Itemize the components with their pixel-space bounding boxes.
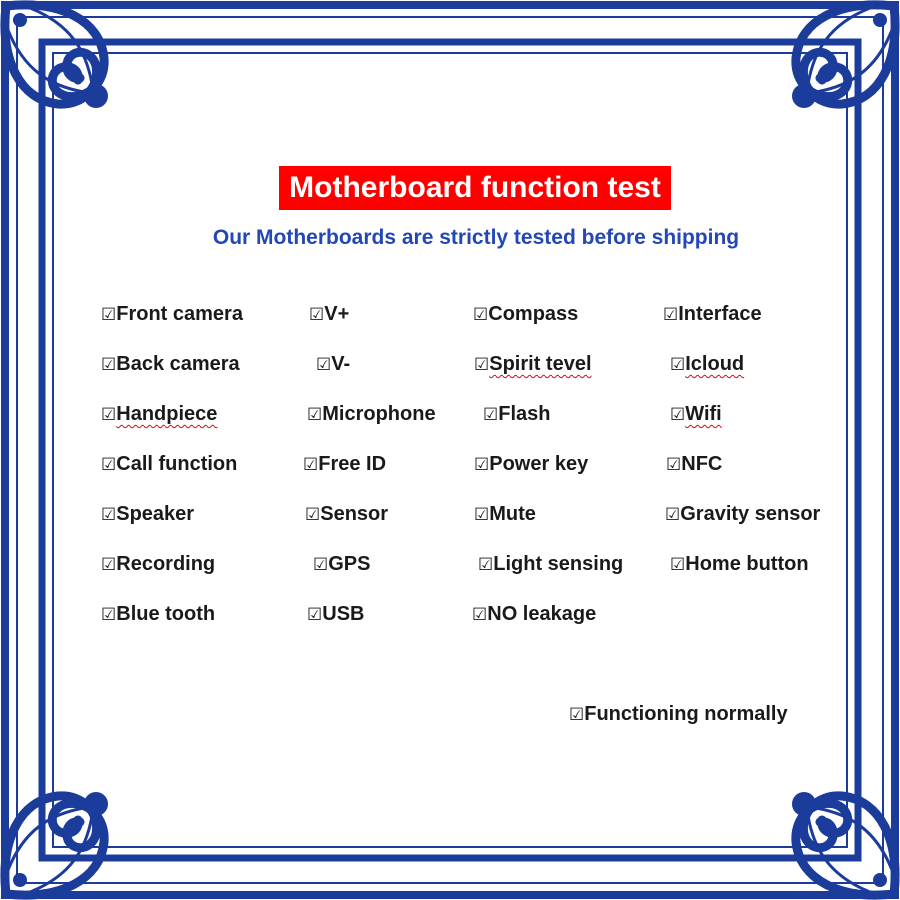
checked-checkbox-icon: ☑	[670, 405, 686, 425]
checked-checkbox-icon: ☑	[305, 505, 321, 525]
checklist-item-label: Wifi	[685, 403, 722, 425]
checklist-item-label: Flash	[498, 403, 551, 425]
checklist-item	[473, 302, 578, 327]
checked-checkbox-icon: ☑	[670, 555, 686, 575]
checked-checkbox-icon: ☑	[303, 455, 319, 475]
checklist-item	[472, 602, 596, 627]
checked-checkbox-icon: ☑	[473, 305, 489, 325]
checklist-item	[474, 452, 588, 477]
checklist-item	[101, 352, 240, 377]
checklist-item-label: Icloud	[685, 353, 745, 375]
checklist-item	[101, 452, 237, 477]
checklist-item-label: Speaker	[116, 503, 195, 525]
checklist-item	[101, 552, 215, 577]
checklist-item-label: V-	[331, 353, 351, 375]
checklist-item	[666, 452, 722, 477]
checklist-item	[665, 502, 820, 527]
checked-checkbox-icon: ☑	[101, 405, 117, 425]
checklist-item-label: Handpiece	[116, 403, 218, 425]
checklist-item-label: Interface	[678, 303, 762, 325]
checklist-item	[670, 352, 744, 377]
checklist-item-label: NO leakage	[487, 603, 597, 625]
checked-checkbox-icon: ☑	[101, 555, 117, 575]
checklist-item	[474, 352, 592, 377]
checked-checkbox-icon: ☑	[483, 405, 499, 425]
checklist-item	[101, 502, 194, 527]
checklist-item-label: GPS	[328, 553, 371, 575]
checklist-item	[316, 352, 350, 377]
checklist-item	[305, 502, 388, 527]
checklist-item-label: V+	[324, 303, 350, 325]
checklist-item	[307, 402, 436, 427]
page-subtitle: Our Motherboards are strictly tested before shipping	[212, 226, 740, 249]
checked-checkbox-icon: ☑	[101, 605, 117, 625]
checklist-item-label: Compass	[488, 303, 579, 325]
checklist-item	[101, 602, 215, 627]
checked-checkbox-icon: ☑	[307, 605, 323, 625]
checked-checkbox-icon: ☑	[474, 455, 490, 475]
checked-checkbox-icon: ☑	[663, 305, 679, 325]
functioning-normally-item	[569, 702, 788, 727]
checked-checkbox-icon: ☑	[472, 605, 488, 625]
checklist-item	[478, 552, 623, 577]
checklist-item-label: Front camera	[116, 303, 243, 325]
corner-ornament-top-left	[5, 5, 108, 108]
corner-ornament-bottom-right	[792, 792, 895, 895]
checked-checkbox-icon: ☑	[101, 305, 117, 325]
checked-checkbox-icon: ☑	[665, 505, 681, 525]
checked-checkbox-icon: ☑	[101, 505, 117, 525]
checked-checkbox-icon: ☑	[307, 405, 323, 425]
checked-checkbox-icon: ☑	[101, 355, 117, 375]
functioning-normally-label: Functioning normally	[584, 703, 788, 725]
checklist-item-label: Free ID	[318, 453, 387, 475]
checklist-item-label: Gravity sensor	[680, 503, 821, 525]
checked-checkbox-icon: ☑	[569, 705, 585, 725]
checklist-item	[313, 552, 371, 577]
checked-checkbox-icon: ☑	[313, 555, 329, 575]
checklist-item	[474, 502, 536, 527]
checklist-item	[101, 302, 243, 327]
checklist-item-label: Microphone	[322, 403, 436, 425]
checklist-item-label: Power key	[489, 453, 589, 475]
page-title: Motherboard function test	[279, 166, 671, 210]
checklist-item-label: Mute	[489, 503, 536, 525]
checklist-item	[309, 302, 349, 327]
checklist-item	[483, 402, 551, 427]
checked-checkbox-icon: ☑	[101, 455, 117, 475]
checked-checkbox-icon: ☑	[316, 355, 332, 375]
checklist-item	[670, 402, 722, 427]
checklist-item-label: USB	[322, 603, 365, 625]
checked-checkbox-icon: ☑	[478, 555, 494, 575]
checked-checkbox-icon: ☑	[666, 455, 682, 475]
checklist-item	[101, 402, 217, 427]
corner-ornament-top-right	[792, 5, 895, 108]
checklist-item-label: Spirit tevel	[489, 353, 592, 375]
checklist-item-label: Home button	[685, 553, 809, 575]
checklist-item	[303, 452, 386, 477]
checklist-item-label: NFC	[681, 453, 723, 475]
checklist-item	[663, 302, 762, 327]
checklist-item-label: Sensor	[320, 503, 389, 525]
checklist-item	[670, 552, 809, 577]
checklist-item-label: Recording	[116, 553, 216, 575]
checked-checkbox-icon: ☑	[309, 305, 325, 325]
checklist-item-label: Call function	[116, 453, 238, 475]
checklist-item-label: Back camera	[116, 353, 240, 375]
checklist-item-label: Blue tooth	[116, 603, 216, 625]
checked-checkbox-icon: ☑	[474, 505, 490, 525]
corner-ornament-bottom-left	[5, 792, 108, 895]
checked-checkbox-icon: ☑	[670, 355, 686, 375]
checked-checkbox-icon: ☑	[474, 355, 490, 375]
checklist-item-label: Light sensing	[493, 553, 624, 575]
checklist-item	[307, 602, 364, 627]
